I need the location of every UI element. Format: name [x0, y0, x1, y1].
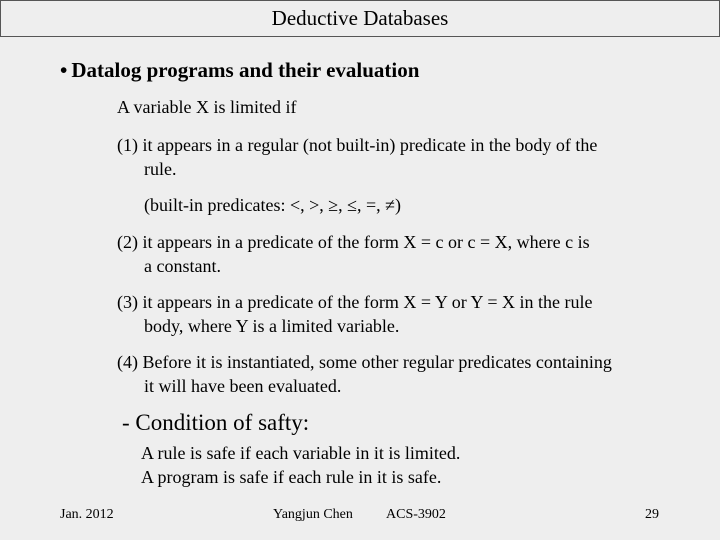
- slide-title-bar: [0, 0, 720, 37]
- condition-3-line1: (3) it appears in a predicate of the form X = Y or Y = X in the rule: [117, 292, 593, 312]
- condition-4: [117, 350, 612, 398]
- condition-2-line1: (2) it appears in a predicate of the form X = c or c = X, where c is: [117, 232, 590, 252]
- condition-1-line2: rule.: [144, 159, 177, 179]
- slide-title: Deductive Databases: [271, 6, 449, 30]
- builtin-predicates-note: (built-in predicates: <, >, ≥, ≤, =, ≠): [144, 195, 402, 215]
- condition-1-line1: (1) it appears in a regular (not built-in) predicate in the body of the: [117, 135, 598, 155]
- intro-text: A variable X is limited if: [117, 97, 297, 117]
- condition-1: [117, 133, 597, 181]
- condition-3-line2: body, where Y is a limited variable.: [144, 316, 400, 336]
- condition-3: [117, 290, 592, 338]
- safety-heading: - Condition of safty:: [122, 410, 310, 435]
- condition-2: [117, 230, 590, 278]
- main-heading-text: Datalog programs and their evaluation: [71, 58, 420, 82]
- footer-page-number: 29: [645, 507, 659, 522]
- condition-4-line1: (4) Before it is instantiated, some other regular predicates containing: [117, 352, 612, 372]
- footer-author: Yangjun Chen: [273, 507, 353, 522]
- condition-2-line2: a constant.: [144, 256, 221, 276]
- safety-rule-line: A rule is safe if each variable in it is limited.: [141, 443, 461, 463]
- condition-4-line2: it will have been evaluated.: [144, 376, 342, 396]
- safety-program-line: A program is safe if each rule in it is safe.: [141, 467, 442, 487]
- footer-date: Jan. 2012: [60, 507, 114, 522]
- bullet-icon: •: [60, 58, 68, 82]
- footer-course: ACS-3902: [386, 507, 446, 522]
- main-heading: [60, 58, 419, 83]
